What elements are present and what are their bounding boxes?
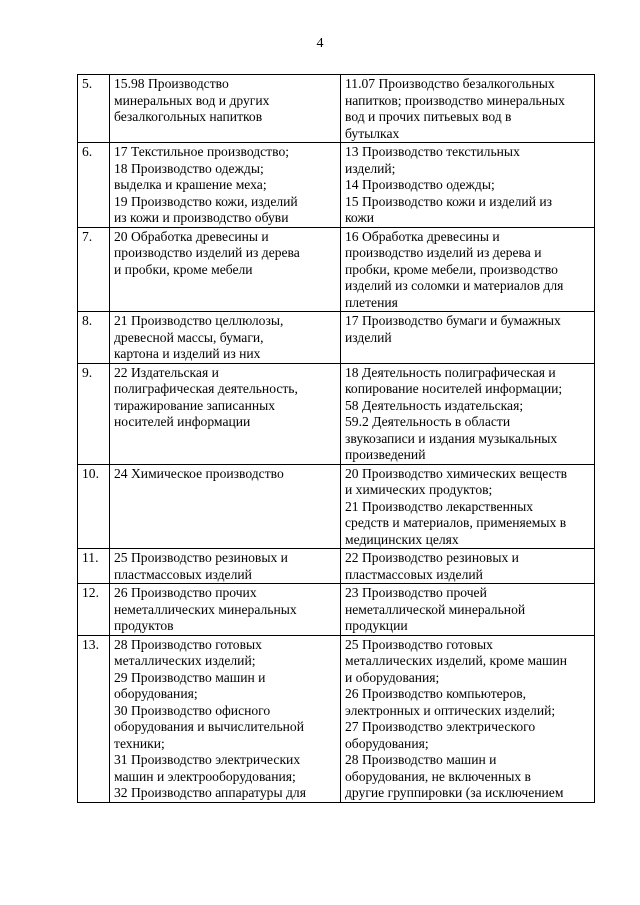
cell-text-line: 19 Производство кожи, изделий (114, 193, 298, 209)
table-row (78, 143, 595, 228)
new-classifier-cell (341, 143, 595, 228)
cell-text-line: медицинских целях (345, 531, 459, 547)
row-number: 7. (78, 227, 110, 312)
old-classifier-cell (110, 75, 341, 143)
cell-text-line: минеральных вод и других (114, 92, 270, 108)
cell-text-line: машин и электрооборудования; (114, 768, 296, 784)
row-number: 10. (78, 464, 110, 549)
cell-text-line: 17 Производство бумаги и бумажных (345, 313, 561, 328)
classification-table (77, 74, 595, 803)
new-classifier-cell (341, 227, 595, 312)
cell-text-line: продуктов (114, 618, 174, 633)
cell-text-line: изделий из соломки и материалов для (345, 278, 564, 293)
cell-text-line: металлических изделий; (114, 653, 256, 668)
cell-text-line: 15.98 Производство (114, 76, 229, 91)
cell-text-line: 13 Производство текстильных (345, 144, 520, 159)
cell-text-line: 30 Производство офисного (114, 702, 271, 718)
cell-text-line: изделий; (345, 160, 396, 176)
cell-text-line: выделка и крашение меха; (114, 177, 267, 192)
old-classifier-cell (110, 549, 341, 584)
new-classifier-cell (341, 75, 595, 143)
cell-text-line: 24 Химическое производство (114, 465, 284, 481)
new-classifier-cell (341, 549, 595, 584)
cell-text-line: 22 Производство резиновых и (345, 550, 519, 565)
cell-text-line: звукозаписи и издания музыкальных (345, 430, 558, 446)
cell-text-line: 23 Производство прочей (345, 585, 487, 600)
cell-text-line: 21 Производство лекарственных (345, 498, 534, 514)
cell-text-line: плетения (345, 294, 398, 310)
cell-text-line: 18 Деятельность полиграфическая и (345, 364, 556, 380)
table-row (78, 549, 595, 584)
table-body (78, 75, 595, 803)
cell-text-line: оборудования, не включенных в (345, 768, 531, 784)
cell-text-line: 27 Производство электрического (345, 719, 536, 734)
table-row (78, 584, 595, 636)
cell-text-line: оборудования и вычислительной (114, 719, 304, 734)
cell-text-line: 16 Обработка древесины и (345, 228, 500, 244)
cell-text-line: оборудования; (345, 735, 429, 751)
table-row (78, 75, 595, 143)
cell-text-line: 31 Производство электрических (114, 752, 301, 767)
cell-text-line: 11.07 Производство безалкогольных (345, 76, 555, 91)
row-number: 9. (78, 363, 110, 464)
cell-text-line: и оборудования; (345, 669, 440, 685)
cell-text-line: безалкогольных напитков (114, 109, 263, 124)
cell-text-line: копирование носителей информации; (345, 381, 563, 396)
new-classifier-cell (341, 464, 595, 549)
old-classifier-cell (110, 584, 341, 636)
cell-text-line: носителей информации (114, 414, 251, 429)
cell-text-line: 20 Производство химических веществ (345, 465, 568, 481)
old-classifier-cell (110, 464, 341, 549)
cell-text-line: пластмассовых изделий (114, 566, 252, 582)
cell-text-line: из кожи и производство обуви (114, 210, 289, 225)
cell-text-line: 28 Производство готовых (114, 636, 262, 652)
old-classifier-cell (110, 227, 341, 312)
new-classifier-cell (341, 635, 595, 802)
cell-text-line: картона и изделий из них (114, 346, 261, 361)
row-number: 12. (78, 584, 110, 636)
cell-text-line: напитков; производство минеральных (345, 92, 565, 108)
cell-text-line: 59.2 Деятельность в области (345, 414, 511, 429)
cell-text-line: производство изделий из дерева и (345, 245, 542, 260)
table-row (78, 312, 595, 364)
new-classifier-cell (341, 363, 595, 464)
row-number: 8. (78, 312, 110, 364)
row-number: 13. (78, 635, 110, 802)
cell-text-line: пластмассовых изделий (345, 566, 483, 582)
cell-text-line: 20 Обработка древесины и (114, 228, 269, 244)
cell-text-line: 26 Производство компьютеров, (345, 686, 527, 701)
cell-text-line: оборудования; (114, 686, 198, 701)
cell-text-line: и пробки, кроме мебели (114, 261, 253, 277)
cell-text-line: другие группировки (за исключением (345, 785, 564, 800)
old-classifier-cell (110, 312, 341, 364)
cell-text-line: изделий (345, 329, 392, 345)
cell-text-line: электронных и оптических изделий; (345, 702, 556, 718)
cell-text-line: пробки, кроме мебели, производство (345, 261, 558, 277)
cell-text-line: древесной массы, бумаги, (114, 329, 264, 345)
cell-text-line: 28 Производство машин и (345, 752, 497, 767)
cell-text-line: произведений (345, 447, 426, 462)
cell-text-line: металлических изделий, кроме машин (345, 653, 568, 668)
row-number: 5. (78, 75, 110, 143)
cell-text-line: полиграфическая деятельность, (114, 381, 298, 396)
cell-text-line: 22 Издательская и (114, 364, 219, 380)
cell-text-line: бутылках (345, 125, 400, 141)
cell-text-line: техники; (114, 735, 165, 751)
new-classifier-cell (341, 584, 595, 636)
cell-text-line: 32 Производство аппаратуры для (114, 785, 306, 800)
page-number: 4 (316, 36, 324, 51)
cell-text-line: и химических продуктов; (345, 482, 493, 497)
old-classifier-cell (110, 363, 341, 464)
cell-text-line: продукции (345, 618, 408, 633)
table-row (78, 635, 595, 802)
table-row (78, 363, 595, 464)
cell-text-line: 25 Производство резиновых и (114, 550, 288, 565)
table-row (78, 227, 595, 312)
cell-text-line: неметаллической минеральной (345, 601, 526, 617)
cell-text-line: 26 Производство прочих (114, 585, 257, 600)
cell-text-line: 18 Производство одежды; (114, 160, 264, 176)
cell-text-line: 15 Производство кожи и изделий из (345, 193, 553, 209)
cell-text-line: 17 Текстильное производство; (114, 144, 290, 159)
cell-text-line: производство изделий из дерева (114, 245, 300, 260)
old-classifier-cell (110, 143, 341, 228)
cell-text-line: вод и прочих питьевых вод в (345, 109, 512, 124)
row-number: 11. (78, 549, 110, 584)
cell-text-line: неметаллических минеральных (114, 601, 297, 617)
cell-text-line: 25 Производство готовых (345, 636, 493, 652)
old-classifier-cell (110, 635, 341, 802)
cell-text-line: средств и материалов, применяемых в (345, 515, 567, 530)
new-classifier-cell (341, 312, 595, 364)
row-number: 6. (78, 143, 110, 228)
cell-text-line: 21 Производство целлюлозы, (114, 313, 284, 328)
cell-text-line: тиражирование записанных (114, 397, 276, 413)
cell-text-line: 14 Производство одежды; (345, 177, 495, 192)
cell-text-line: 58 Деятельность издательская; (345, 397, 524, 413)
table-row (78, 464, 595, 549)
cell-text-line: кожи (345, 210, 375, 225)
cell-text-line: 29 Производство машин и (114, 669, 266, 685)
